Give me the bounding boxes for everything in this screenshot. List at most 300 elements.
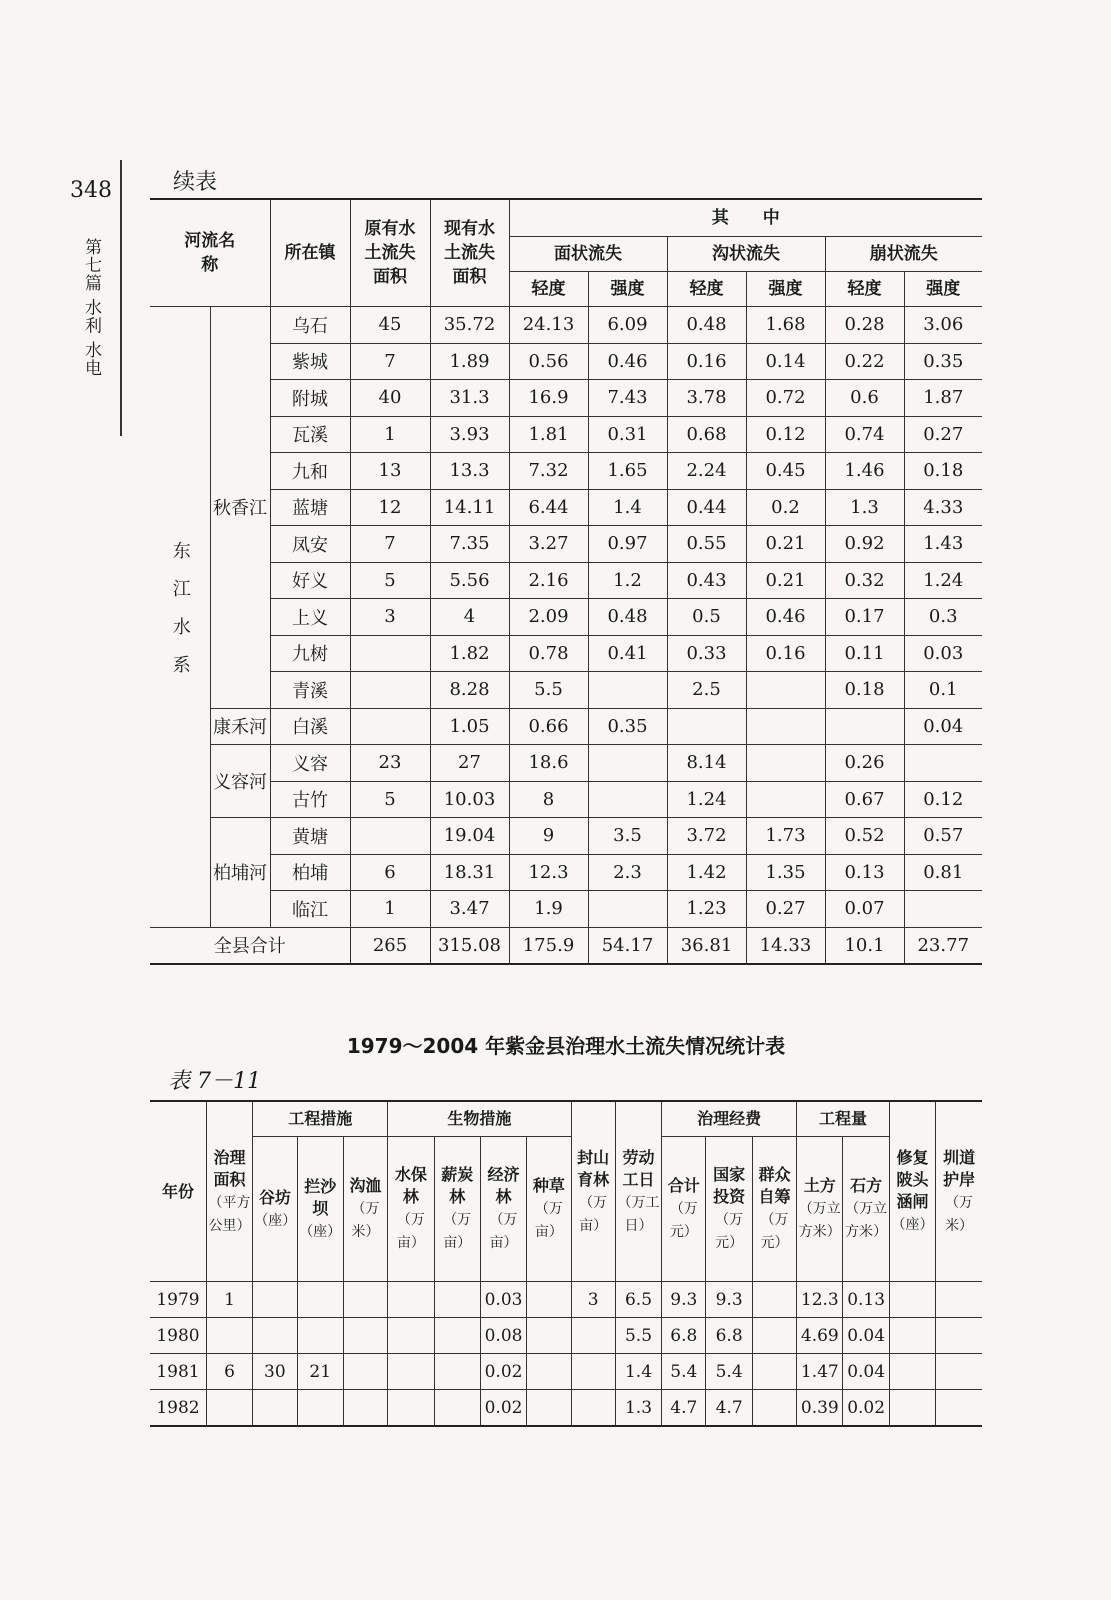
table-cell	[588, 672, 667, 709]
table-cell: 0.74	[825, 416, 904, 453]
table-cell: 8.28	[430, 672, 509, 709]
table-cell: 1.81	[509, 416, 588, 453]
table-cell: 1.82	[430, 635, 509, 672]
table-cell: 0.48	[588, 599, 667, 636]
header-town: 所在镇	[270, 199, 350, 307]
t2-header-fund-state: 国家投资 （万元）	[706, 1137, 752, 1282]
town-cell: 紫城	[270, 343, 350, 380]
table-cell: 9	[509, 818, 588, 855]
table-cell: 0.02	[480, 1354, 526, 1390]
table-cell	[350, 818, 430, 855]
t2-header-sand-dam: 拦沙坝 （座）	[297, 1137, 343, 1282]
table-cell: 31.3	[430, 380, 509, 417]
t2-header-quantity: 工程量	[797, 1101, 890, 1137]
table-cell: 12.3	[797, 1282, 843, 1318]
table-cell: 5.5	[509, 672, 588, 709]
table-cell	[297, 1282, 343, 1318]
t2-header-grass: 种草 （万亩）	[527, 1137, 571, 1282]
table-cell: 7.35	[430, 526, 509, 563]
total-cell: 14.33	[746, 927, 825, 964]
table-cell	[904, 745, 982, 782]
table-cell: 0.78	[509, 635, 588, 672]
table-row	[150, 343, 982, 380]
table-cell: 1.3	[825, 489, 904, 526]
table-cell: 0.04	[843, 1318, 889, 1354]
table-cell	[752, 1318, 796, 1354]
table-cell	[434, 1354, 480, 1390]
section-side-label: 第七篇 水利 水电	[81, 238, 101, 377]
t2-header-area: 治理面积 （平方公里）	[206, 1101, 252, 1282]
table-cell: 6.44	[509, 489, 588, 526]
table-cell: 5.5	[615, 1318, 661, 1354]
town-cell: 乌石	[270, 307, 350, 344]
table-cell: 1.89	[430, 343, 509, 380]
table-cell: 3.5	[588, 818, 667, 855]
table-cell: 0.13	[825, 854, 904, 891]
total-cell: 315.08	[430, 927, 509, 964]
table-cell	[889, 1318, 935, 1354]
town-cell: 好义	[270, 562, 350, 599]
table-cell	[350, 708, 430, 745]
table-cell: 10.03	[430, 781, 509, 818]
table-cell	[527, 1282, 571, 1318]
table-cell: 0.12	[904, 781, 982, 818]
table-cell: 1.73	[746, 818, 825, 855]
table-cell: 0.55	[667, 526, 746, 563]
table-cell	[746, 745, 825, 782]
town-cell: 黄塘	[270, 818, 350, 855]
town-cell: 上义	[270, 599, 350, 636]
table-cell	[667, 708, 746, 745]
table-cell	[206, 1390, 252, 1427]
river-name-cell: 义容河	[210, 745, 270, 818]
table-cell: 3.78	[667, 380, 746, 417]
table-cell	[206, 1318, 252, 1354]
header-collapse: 崩状流失	[825, 237, 982, 272]
table-cell: 1	[350, 891, 430, 928]
table-row	[150, 307, 982, 344]
table-cell: 16.9	[509, 380, 588, 417]
table-cell: 0.39	[797, 1390, 843, 1427]
table-cell: 7	[350, 526, 430, 563]
t2-header-fund-total: 合计 （万元）	[662, 1137, 706, 1282]
table-cell	[527, 1318, 571, 1354]
table-row	[150, 781, 982, 818]
table-cell: 0.16	[746, 635, 825, 672]
total-label: 全县合计	[150, 927, 350, 964]
header-sheet-strong: 强度	[588, 272, 667, 307]
table-cell: 21	[297, 1354, 343, 1390]
table-cell: 13.3	[430, 453, 509, 490]
table-cell: 0.66	[509, 708, 588, 745]
table-cell: 0.5	[667, 599, 746, 636]
table-cell: 0.22	[825, 343, 904, 380]
table-cell: 0.07	[825, 891, 904, 928]
table-cell: 0.1	[904, 672, 982, 709]
table-cell: 0.03	[904, 635, 982, 672]
town-cell: 白溪	[270, 708, 350, 745]
table-cell	[752, 1390, 796, 1427]
table-cell: 1.42	[667, 854, 746, 891]
table-cell	[434, 1282, 480, 1318]
table-cell: 6.5	[615, 1282, 661, 1318]
table-cell: 2.3	[588, 854, 667, 891]
table-cell: 1.68	[746, 307, 825, 344]
table-cell: 14.11	[430, 489, 509, 526]
table-cell	[388, 1282, 434, 1318]
system-name-cell	[150, 307, 210, 928]
town-cell: 义容	[270, 745, 350, 782]
year-cell: 1982	[150, 1390, 206, 1427]
table-cell: 4.7	[662, 1390, 706, 1427]
table-cell: 0.33	[667, 635, 746, 672]
table-cell	[571, 1318, 615, 1354]
table-cell: 0.14	[746, 343, 825, 380]
table-row	[150, 1318, 982, 1354]
table-cell: 0.21	[746, 562, 825, 599]
table-row	[150, 453, 982, 490]
table-cell: 0.46	[588, 343, 667, 380]
town-cell: 青溪	[270, 672, 350, 709]
town-cell: 凤安	[270, 526, 350, 563]
table-cell: 9.3	[662, 1282, 706, 1318]
table-cell: 0.2	[746, 489, 825, 526]
table-cell	[889, 1354, 935, 1390]
table-cell	[343, 1354, 387, 1390]
table-cell: 0.12	[746, 416, 825, 453]
table-cell: 6.8	[706, 1318, 752, 1354]
table-cell: 1.43	[904, 526, 982, 563]
table-cell: 6	[206, 1354, 252, 1390]
table-cell: 9.3	[706, 1282, 752, 1318]
table-cell	[527, 1354, 571, 1390]
table-cell	[343, 1282, 387, 1318]
table-cell: 6	[350, 854, 430, 891]
header-gully-strong: 强度	[746, 272, 825, 307]
table-cell: 1.2	[588, 562, 667, 599]
table-cell: 0.27	[746, 891, 825, 928]
table-cell: 0.02	[843, 1390, 889, 1427]
table-cell: 1.24	[904, 562, 982, 599]
table-cell	[746, 781, 825, 818]
t2-header-econ-forest: 经济林 （万亩）	[480, 1137, 526, 1282]
table-cell: 0.18	[904, 453, 982, 490]
header-collapse-strong: 强度	[904, 272, 982, 307]
table-cell	[936, 1282, 982, 1318]
table-cell: 8	[509, 781, 588, 818]
table-row	[150, 526, 982, 563]
table-cell: 6.09	[588, 307, 667, 344]
table-cell: 2.5	[667, 672, 746, 709]
table-row	[150, 599, 982, 636]
table-cell: 2.09	[509, 599, 588, 636]
table-cell: 3.93	[430, 416, 509, 453]
table-row	[150, 1390, 982, 1427]
table-cell	[752, 1282, 796, 1318]
town-cell: 临江	[270, 891, 350, 928]
table-cell: 1.4	[615, 1354, 661, 1390]
table-cell: 40	[350, 380, 430, 417]
table-cell	[343, 1390, 387, 1427]
t2-header-labor: 劳动工日 （万工日）	[615, 1101, 661, 1282]
header-sheet: 面状流失	[509, 237, 667, 272]
year-cell: 1979	[150, 1282, 206, 1318]
table-cell: 3.27	[509, 526, 588, 563]
table-row	[150, 635, 982, 672]
table-cell: 1.46	[825, 453, 904, 490]
t2-header-fund-public: 群众自筹 （万元）	[752, 1137, 796, 1282]
header-gully-light: 轻度	[667, 272, 746, 307]
table-cell: 4.69	[797, 1318, 843, 1354]
table-cell: 12.3	[509, 854, 588, 891]
table-cell	[889, 1390, 935, 1427]
table-cell: 0.18	[825, 672, 904, 709]
page-number: 348	[70, 178, 112, 203]
river-name-cell: 柏埔河	[210, 818, 270, 928]
table-cell: 3	[350, 599, 430, 636]
table-cell: 0.04	[843, 1354, 889, 1390]
header-collapse-light: 轻度	[825, 272, 904, 307]
table-cell	[388, 1318, 434, 1354]
table-cell: 0.17	[825, 599, 904, 636]
town-cell: 柏埔	[270, 854, 350, 891]
total-cell: 265	[350, 927, 430, 964]
table-cell: 30	[253, 1354, 297, 1390]
table-cell: 1.35	[746, 854, 825, 891]
table-cell: 0.52	[825, 818, 904, 855]
table-cell: 7.32	[509, 453, 588, 490]
erosion-control-table	[150, 1100, 982, 1427]
table-cell: 7.43	[588, 380, 667, 417]
table-cell: 5	[350, 781, 430, 818]
table-cell: 3	[571, 1282, 615, 1318]
table-cell: 0.04	[904, 708, 982, 745]
table-cell: 0.31	[588, 416, 667, 453]
table-row	[150, 891, 982, 928]
table-cell	[434, 1318, 480, 1354]
table-row	[150, 1282, 982, 1318]
table-cell: 1.65	[588, 453, 667, 490]
table-cell: 0.41	[588, 635, 667, 672]
table-row	[150, 562, 982, 599]
year-cell: 1980	[150, 1318, 206, 1354]
table-cell: 0.35	[904, 343, 982, 380]
table-cell: 0.08	[480, 1318, 526, 1354]
table-row	[150, 672, 982, 709]
table-cell	[571, 1390, 615, 1427]
table-cell: 27	[430, 745, 509, 782]
table-cell: 13	[350, 453, 430, 490]
side-rule	[120, 160, 122, 436]
table-cell: 2.16	[509, 562, 588, 599]
table-cell	[588, 891, 667, 928]
continued-label: 续表	[173, 170, 218, 195]
table2-number: 表 7－11	[168, 1069, 261, 1094]
table-cell	[588, 781, 667, 818]
table-cell: 0.27	[904, 416, 982, 453]
table-cell: 0.35	[588, 708, 667, 745]
table-cell	[571, 1354, 615, 1390]
table-cell	[253, 1282, 297, 1318]
t2-header-fuel-forest: 薪炭林 （万亩）	[434, 1137, 480, 1282]
soil-erosion-table	[150, 198, 982, 965]
table-cell: 0.03	[480, 1282, 526, 1318]
town-cell: 九和	[270, 453, 350, 490]
table-cell	[253, 1390, 297, 1427]
t2-header-ditch: 沟洫 （万米）	[343, 1137, 387, 1282]
town-cell: 九树	[270, 635, 350, 672]
town-cell: 附城	[270, 380, 350, 417]
table-cell: 5.4	[706, 1354, 752, 1390]
table-cell: 5.4	[662, 1354, 706, 1390]
t2-header-repair: 修复陂头涵闸 （座）	[889, 1101, 935, 1282]
table-cell: 12	[350, 489, 430, 526]
table-cell	[388, 1354, 434, 1390]
table-row	[150, 818, 982, 855]
table-cell: 0.92	[825, 526, 904, 563]
table-cell: 1.3	[615, 1390, 661, 1427]
table-cell: 4.33	[904, 489, 982, 526]
table-cell: 0.28	[825, 307, 904, 344]
table-cell	[889, 1282, 935, 1318]
table-row	[150, 708, 982, 745]
table-cell: 1.9	[509, 891, 588, 928]
table-cell: 0.02	[480, 1390, 526, 1427]
table-cell: 0.46	[746, 599, 825, 636]
table-cell: 23	[350, 745, 430, 782]
table-cell: 0.21	[746, 526, 825, 563]
table-cell: 1.47	[797, 1354, 843, 1390]
table-cell: 0.67	[825, 781, 904, 818]
table-cell: 3.06	[904, 307, 982, 344]
table-cell: 1.23	[667, 891, 746, 928]
table-cell: 0.68	[667, 416, 746, 453]
river-name-cell: 康禾河	[210, 708, 270, 745]
table-cell: 4	[430, 599, 509, 636]
table2-title: 1979～2004 年紫金县治理水土流失情况统计表	[346, 1034, 786, 1058]
table-cell: 0.56	[509, 343, 588, 380]
system-name: 东江水系	[169, 540, 191, 693]
town-cell: 古竹	[270, 781, 350, 818]
table-cell	[297, 1318, 343, 1354]
table-cell: 8.14	[667, 745, 746, 782]
table-cell: 0.32	[825, 562, 904, 599]
table-cell	[936, 1318, 982, 1354]
t2-header-biological: 生物措施	[388, 1101, 571, 1137]
table-cell	[388, 1390, 434, 1427]
t2-header-bank: 圳道护岸 （万米）	[936, 1101, 982, 1282]
table-cell: 18.31	[430, 854, 509, 891]
table-cell	[434, 1390, 480, 1427]
table-cell: 35.72	[430, 307, 509, 344]
total-cell: 10.1	[825, 927, 904, 964]
table-cell: 24.13	[509, 307, 588, 344]
town-cell: 瓦溪	[270, 416, 350, 453]
total-cell: 36.81	[667, 927, 746, 964]
total-cell: 54.17	[588, 927, 667, 964]
total-cell: 175.9	[509, 927, 588, 964]
table-cell: 0.45	[746, 453, 825, 490]
table-cell: 1.87	[904, 380, 982, 417]
table-cell	[297, 1390, 343, 1427]
table-cell: 0.6	[825, 380, 904, 417]
t2-header-engineering: 工程措施	[253, 1101, 388, 1137]
table-cell	[588, 745, 667, 782]
table-cell	[746, 672, 825, 709]
table-cell: 18.6	[509, 745, 588, 782]
total-row	[150, 927, 982, 964]
table-cell: 0.13	[843, 1282, 889, 1318]
header-river: 河流名称	[150, 199, 270, 307]
year-cell: 1981	[150, 1354, 206, 1390]
table-cell: 6.8	[662, 1318, 706, 1354]
table-row	[150, 416, 982, 453]
table-cell: 45	[350, 307, 430, 344]
table-cell: 0.48	[667, 307, 746, 344]
table-cell: 5	[350, 562, 430, 599]
table-row	[150, 854, 982, 891]
table-cell: 0.16	[667, 343, 746, 380]
header-among: 其 中	[509, 199, 982, 237]
table-cell: 0.97	[588, 526, 667, 563]
table-cell	[350, 672, 430, 709]
table-cell	[253, 1318, 297, 1354]
header-gully: 沟状流失	[667, 237, 825, 272]
table-cell: 3.72	[667, 818, 746, 855]
header-orig-area: 原有水土流失面积	[350, 199, 430, 307]
header-curr-area: 现有水土流失面积	[430, 199, 509, 307]
table-cell: 1.24	[667, 781, 746, 818]
table-cell: 0.26	[825, 745, 904, 782]
table-cell	[527, 1390, 571, 1427]
table-cell	[746, 708, 825, 745]
table-cell: 5.56	[430, 562, 509, 599]
t2-header-funding: 治理经费	[662, 1101, 797, 1137]
table-cell: 0.57	[904, 818, 982, 855]
table-cell: 0.3	[904, 599, 982, 636]
town-cell: 蓝塘	[270, 489, 350, 526]
header-sheet-light: 轻度	[509, 272, 588, 307]
t2-header-dam: 谷坊 （座）	[253, 1137, 297, 1282]
table-cell: 1.05	[430, 708, 509, 745]
table-cell: 0.11	[825, 635, 904, 672]
t2-header-stone: 石方 （万立方米）	[843, 1137, 889, 1282]
t2-header-year: 年份	[150, 1101, 206, 1282]
table-cell	[350, 635, 430, 672]
table-cell: 1	[350, 416, 430, 453]
table-cell: 0.44	[667, 489, 746, 526]
table-cell: 3.47	[430, 891, 509, 928]
table-cell	[936, 1390, 982, 1427]
t2-header-wc-forest: 水保林 （万亩）	[388, 1137, 434, 1282]
table-cell: 1	[206, 1282, 252, 1318]
table-row	[150, 1354, 982, 1390]
table-cell	[825, 708, 904, 745]
table-row	[150, 745, 982, 782]
table-cell: 4.7	[706, 1390, 752, 1427]
table-cell	[343, 1318, 387, 1354]
table-cell: 19.04	[430, 818, 509, 855]
t2-header-earth: 土方 （万立方米）	[797, 1137, 843, 1282]
river-name-cell: 秋香江	[210, 307, 270, 709]
table-cell	[752, 1354, 796, 1390]
table-cell: 1.4	[588, 489, 667, 526]
table-cell: 0.43	[667, 562, 746, 599]
table-cell: 2.24	[667, 453, 746, 490]
t2-header-closure: 封山育林 （万亩）	[571, 1101, 615, 1282]
table-cell	[936, 1354, 982, 1390]
table-cell: 0.81	[904, 854, 982, 891]
